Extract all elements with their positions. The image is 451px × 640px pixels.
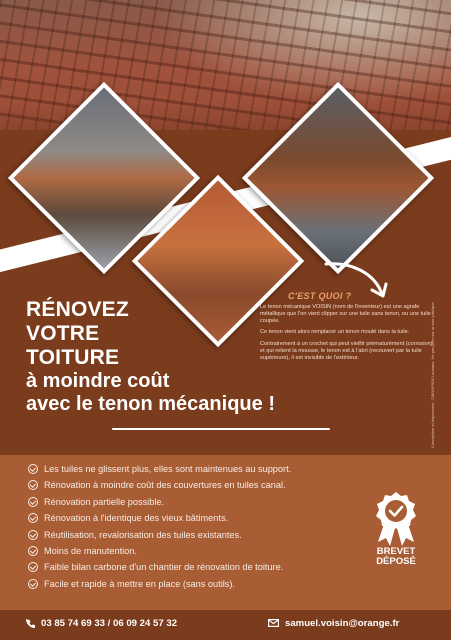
headline-line-5: avec le tenon mécanique ! (26, 392, 275, 415)
benefit-item (28, 477, 358, 493)
benefit-item (28, 461, 358, 477)
headline-underline (112, 428, 330, 430)
print-credit (430, 288, 438, 448)
benefit-item (28, 576, 358, 592)
email-contact (268, 618, 399, 629)
headline-line-3: TOITURE (26, 345, 120, 369)
what-is-it-paragraph: Contrairement à un crochet qui peut vieillir prématurément (corrosion) et qui retient la mousse, le tenon est à l'abri (recouvert par la tuile supérieure), il est invisible de l'extérieur. (260, 340, 433, 361)
benefits-list (28, 461, 358, 592)
check-circle-icon (28, 546, 38, 556)
what-is-it-paragraph: Le tenon mécanique VOISIN (nom de l'inventeur) est une agrafe métallique que l'on vient clipper sur une tuile sans tenon, ou une tuile coupée. (260, 304, 431, 325)
check-circle-icon (28, 562, 38, 572)
phone-icon (26, 619, 35, 628)
email-address[interactable]: samuel.voisin@orange.fr (285, 618, 400, 629)
benefit-text: Facile et rapide à mettre en place (sans outils). (44, 578, 235, 589)
benefit-item (28, 543, 358, 559)
headline-line-4: à moindre coût (26, 369, 170, 392)
mail-icon (268, 619, 279, 627)
benefit-text: Rénovation à moindre coût des couvertures en tuiles canal. (44, 480, 286, 491)
benefit-item (28, 510, 358, 526)
headline-line-2: VOTRE (26, 321, 100, 345)
benefit-text: Rénovation à l'identique des vieux bâtiments. (44, 513, 229, 524)
benefit-item (28, 527, 358, 543)
check-circle-icon (28, 464, 38, 474)
phone-contact (26, 618, 177, 629)
benefit-text: Réutilisation, revalorisation des tuiles existantes. (44, 529, 242, 540)
check-circle-icon (28, 497, 38, 507)
benefit-text: Faible bilan carbone d'un chantier de rénovation de toiture. (44, 562, 284, 573)
what-is-it-title: C'EST QUOI ? (288, 291, 352, 301)
patent-badge-label (360, 547, 432, 567)
check-circle-icon (28, 530, 38, 540)
what-is-it-paragraph: Ce tenon vient alors remplacer un tenon moulé dans la tuile. (260, 329, 410, 336)
benefit-item (28, 494, 358, 510)
benefit-text: Moins de manutention. (44, 545, 137, 556)
headline (26, 298, 275, 415)
patent-badge-icon (374, 490, 418, 546)
phone-numbers: 03 85 74 69 33 / 06 09 24 57 32 (41, 618, 178, 629)
patent-badge-line-2: DÉPOSÉ (376, 555, 416, 567)
what-is-it-text (260, 304, 438, 366)
headline-line-1: RÉNOVEZ (26, 298, 129, 321)
benefit-text: Les tuiles ne glissent plus, elles sont maintenues au support. (44, 464, 292, 474)
benefit-text: Rénovation partielle possible. (44, 496, 165, 507)
check-circle-icon (28, 513, 38, 523)
benefit-item (28, 559, 358, 575)
patent-badge-line-1: BREVET (376, 546, 416, 557)
check-circle-icon (28, 579, 38, 589)
print-credit-text: Conception et impression : OBRAPRIM Louhans. Ne pas jeter sur la voie publique (430, 302, 435, 448)
check-circle-icon (28, 480, 38, 490)
